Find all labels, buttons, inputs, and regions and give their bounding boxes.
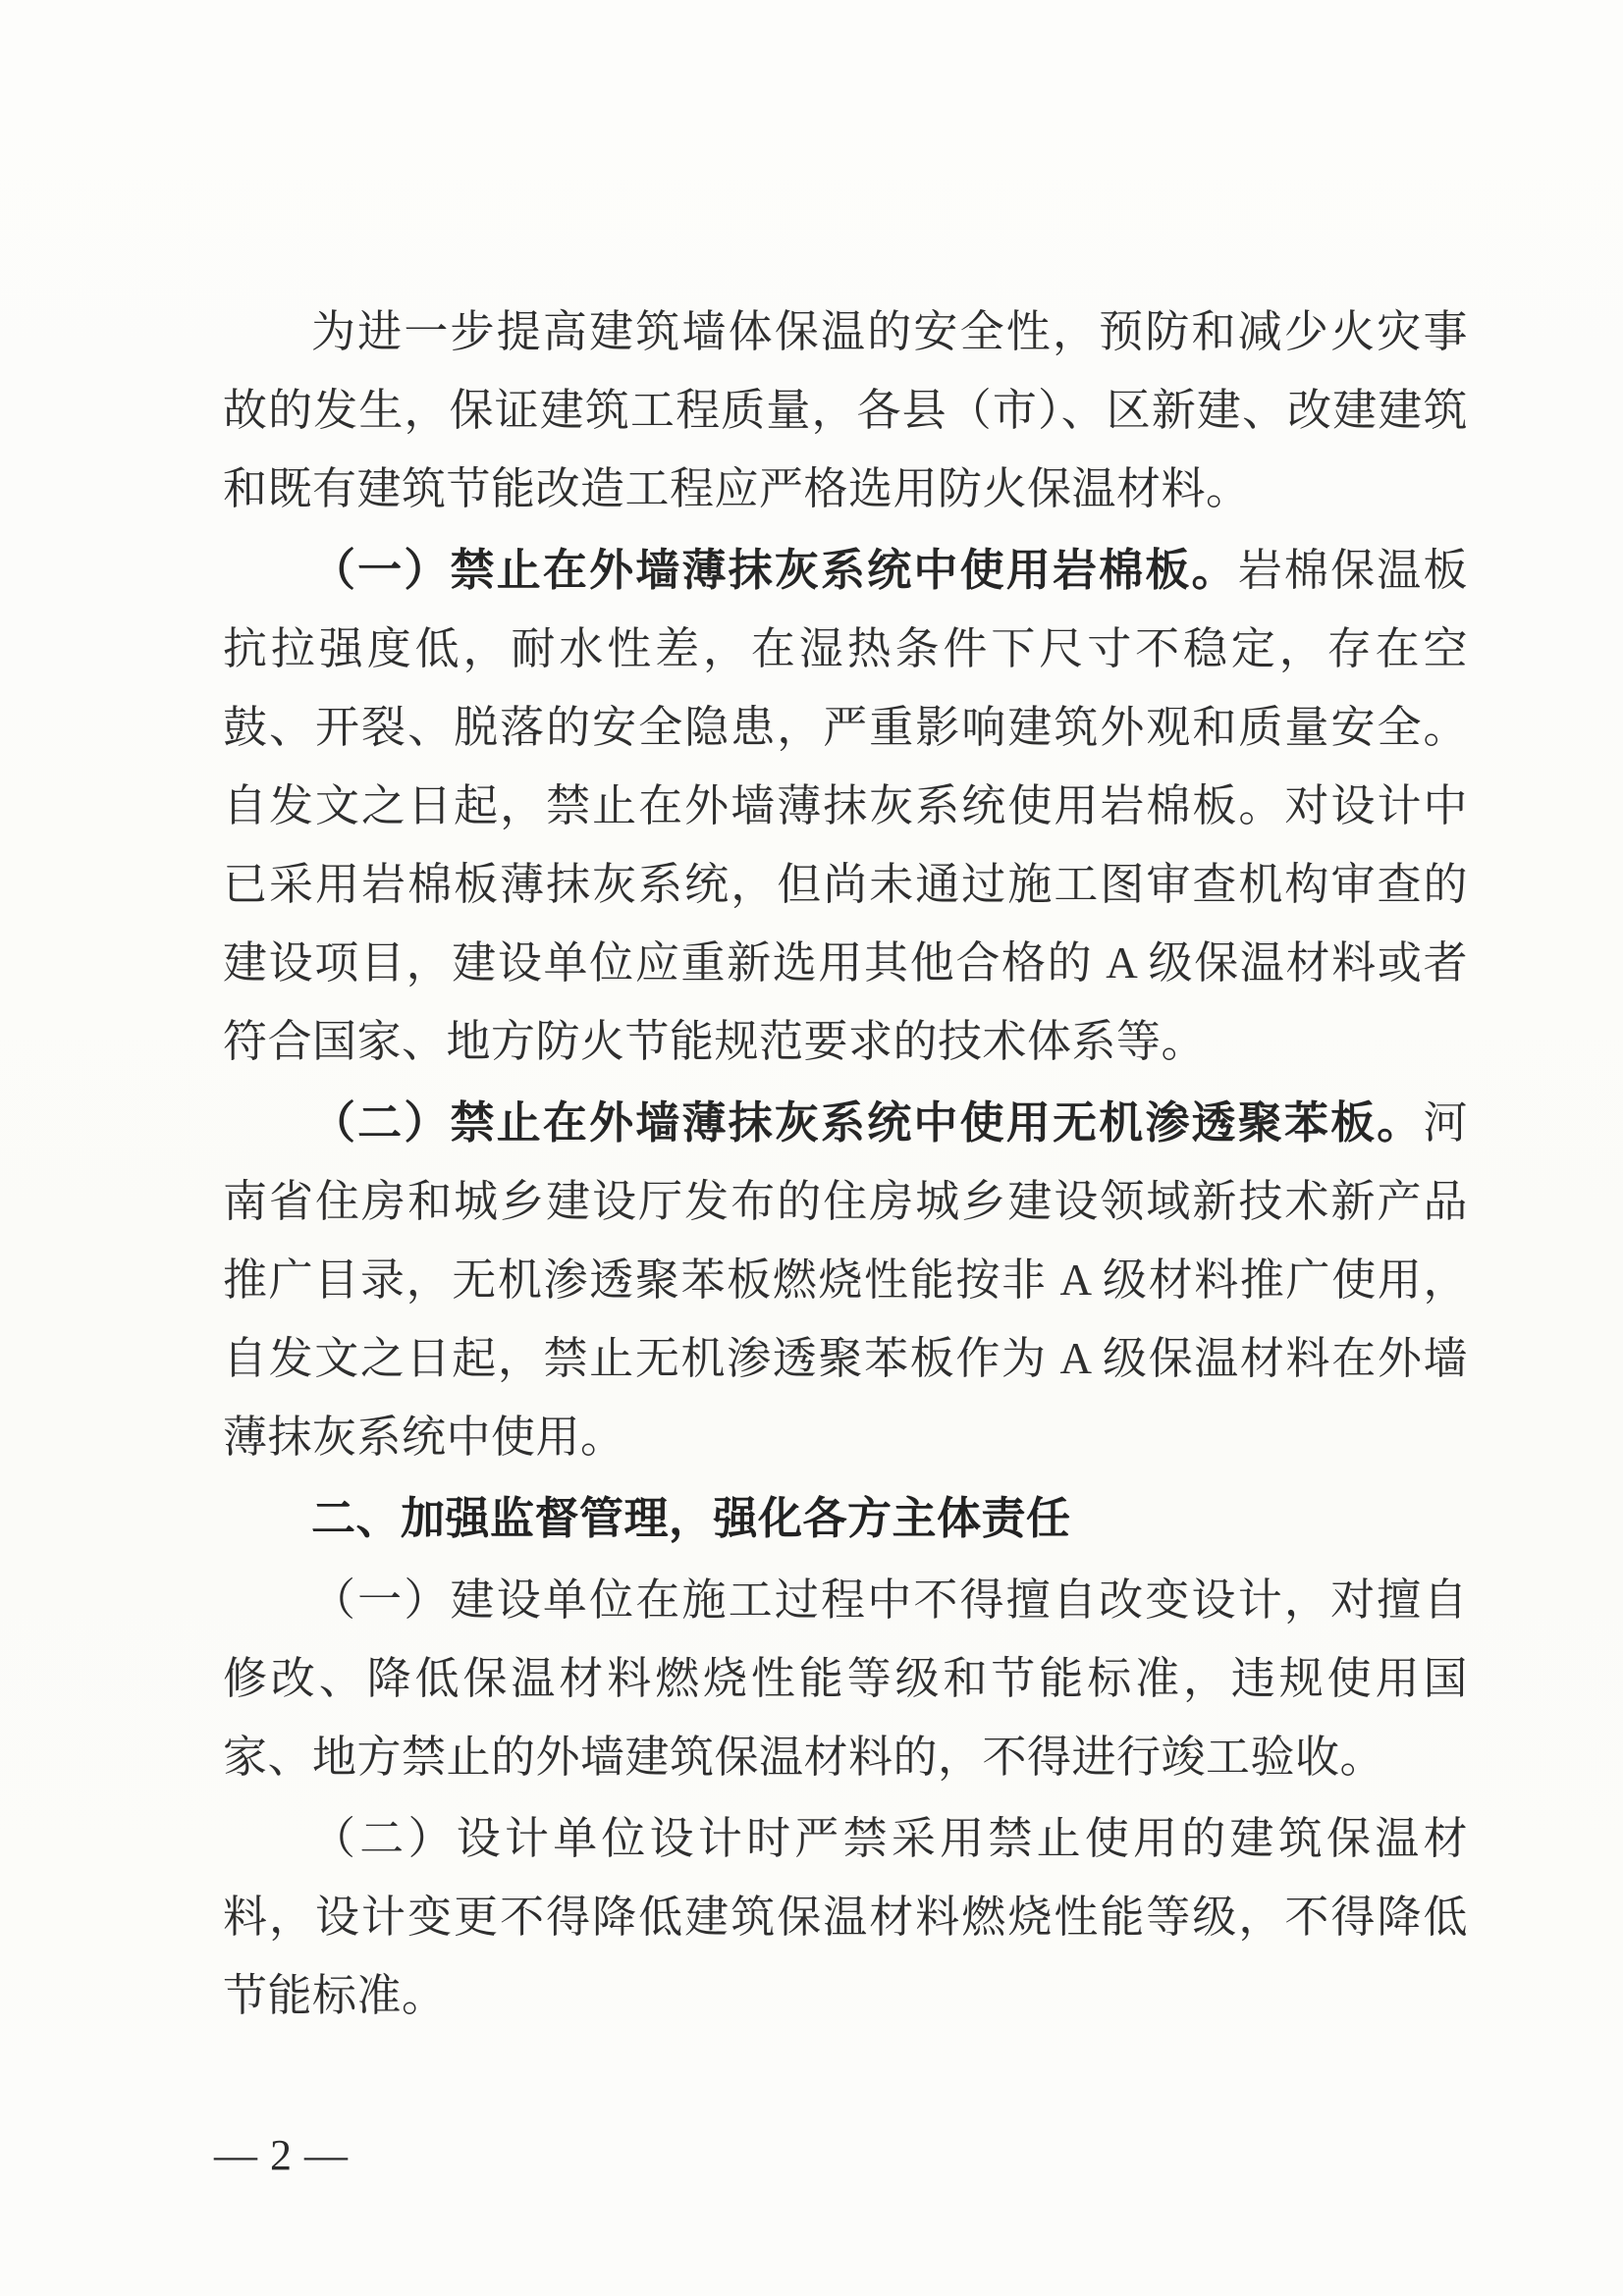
paragraph-lead: （一）禁止在外墙薄抹灰系统中使用岩棉板。	[311, 545, 1238, 595]
paragraph-lead: （二）禁止在外墙薄抹灰系统中使用无机渗透聚苯板。	[311, 1097, 1424, 1148]
paragraph-item-3	[223, 1561, 1468, 1796]
paragraph-item-2	[223, 1084, 1468, 1476]
paragraph-text: （二）设计单位设计时严禁采用禁止使用的建筑保温材料，设计变更不得降低建筑保温材料燃烧性能等级，不得降低节能标准。	[223, 1814, 1468, 2020]
page-footer	[214, 2126, 349, 2185]
document-body	[223, 293, 1468, 2035]
paragraph-text: 为进一步提高建筑墙体保温的安全性，预防和减少火灾事故的发生，保证建筑工程质量，各县（市）、区新建、改建建筑和既有建筑节能改造工程应严格选用防火保温材料。	[223, 307, 1468, 513]
section-heading: 二、加强监督管理，强化各方主体责任	[311, 1493, 1071, 1543]
page-number: — 2 —	[214, 2131, 349, 2179]
paragraph-intro	[223, 293, 1468, 528]
paragraph-text: 岩棉保温板抗拉强度低，耐水性差，在湿热条件下尺寸不稳定，存在空鼓、开裂、脱落的安全隐患，严重影响建筑外观和质量安全。自发文之日起，禁止在外墙薄抹灰系统使用岩棉板。对设计中已采用岩棉板薄抹灰系统，但尚未通过施工图审查机构审查的建设项目，建设单位应重新选用其他合格的 A 级保温材料或者符合国家、地方防火节能规范要求的技术体系等。	[223, 546, 1468, 1066]
paragraph-text: （一）建设单位在施工过程中不得擅自改变设计，对擅自修改、降低保温材料燃烧性能等级和节能标准，违规使用国家、地方禁止的外墙建筑保温材料的，不得进行竣工验收。	[223, 1575, 1468, 1782]
paragraph-item-1	[223, 531, 1468, 1081]
paragraph-item-4	[223, 1799, 1468, 2035]
paragraph-text: 河南省住房和城乡建设厅发布的住房城乡建设领域新技术新产品推广目录，无机渗透聚苯板燃烧性能按非 A 级材料推广使用，自发文之日起，禁止无机渗透聚苯板作为 A 级保温材料在外墙薄抹灰系统中使用。	[223, 1098, 1468, 1462]
